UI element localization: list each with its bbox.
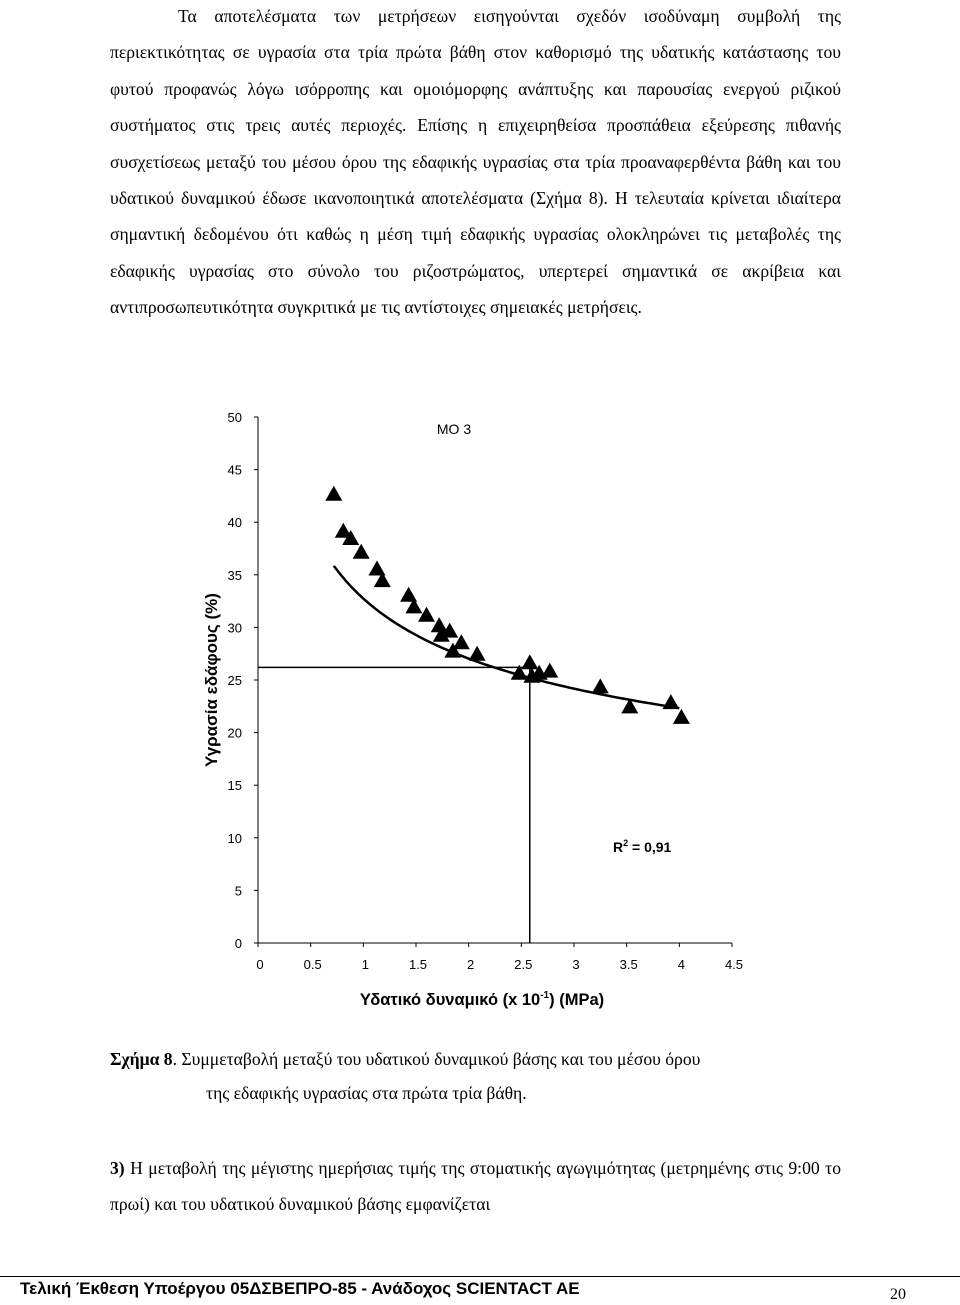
caption-label: Σχήμα 8 xyxy=(110,1049,173,1069)
x-tick-label: 0 xyxy=(256,957,264,972)
caption-line-2: της εδαφικής υγρασίας στα πρώτα τρία βάθη. xyxy=(206,1083,527,1103)
data-point-triangle xyxy=(325,486,342,501)
y-tick-label: 15 xyxy=(227,778,242,794)
x-tick-label: 4 xyxy=(677,957,685,972)
data-point-triangle xyxy=(418,607,435,622)
data-point-triangle xyxy=(353,544,370,559)
x-tick-label: 0.5 xyxy=(303,957,322,972)
section-number: 3) xyxy=(110,1158,125,1178)
caption-line-1: . Συμμεταβολή μεταξύ του υδατικού δυναμικού βάσης και του μέσου όρου xyxy=(172,1049,701,1069)
scatter-chart xyxy=(0,400,960,1020)
y-axis-label: Υγρασία εδάφους (%) xyxy=(202,593,221,767)
data-point-triangle xyxy=(469,646,486,661)
figure-8 xyxy=(0,400,960,1020)
x-tick-label: 3.5 xyxy=(619,957,638,972)
y-tick-label: 25 xyxy=(227,673,242,688)
data-point-triangle xyxy=(662,694,679,709)
x-tick-label: 2.5 xyxy=(514,957,533,972)
x-tick-label: 4.5 xyxy=(724,957,744,972)
data-point-triangle xyxy=(541,663,558,678)
footer-text: Τελική Έκθεση Υποέργου 05ΔΣΒΕΠΡΟ-85 - Ανάδοχος SCIENTACT AE xyxy=(20,1279,580,1298)
x-axis-label: Υδατικό δυναμικό (x $10^{-1}$) (MPa) xyxy=(359,990,605,1009)
trendline xyxy=(334,566,680,708)
y-tick-label: 45 xyxy=(227,462,242,478)
y-tick-label: 30 xyxy=(227,620,242,636)
y-tick-label: 5 xyxy=(234,883,242,899)
body-paragraph xyxy=(110,0,841,326)
paragraph-text: Τα αποτελέσματα των μετρήσεων εισηγούνται σχεδόν ισοδύναμη συμβολή της περιεκτικότητας σε υγρασία στα τρία πρώτα βάθη στον καθορισμό της υδατικής κατάστασης του φυτού προφανώς λόγω ισόρροπης και ομοιόμορφης ανάπτυξης και παρουσίας ενεργού ριζικού συστήματος στις τρεις αυτές περιοχές. Επίσης η επιχειρηθείσα προσπάθεια εξεύρεσης πιθανής συσχετίσεως μεταξύ του μέσου όρου της εδαφικής υγρασίας στα τρία προαναφερθέντα βάθη και του υδατικού δυναμικού έδωσε ικανοποιητικά αποτελέσματα (Σχήμα 8). Η τελευταία κρίνεται ιδιαίτερα σημαντική δεδομένου ότι καθώς η μέση τιμή εδαφικής υγρασίας ολοκληρώνει τις μεταβολές της εδαφικής υγρασίας στο σύνολο του ριζοστρώματος, υπερτερεί σημαντικά σε ακρίβεια και αντιπροσωπευτικότητα συγκριτικά με τις αντίστοιχες σημειακές μετρήσεις. xyxy=(110,6,841,318)
data-point-triangle xyxy=(673,709,690,724)
x-tick-label: 1.5 xyxy=(408,957,428,972)
r-squared-label: $R^2 = 0,91$ xyxy=(613,838,672,855)
data-point-triangle xyxy=(592,678,609,693)
section-paragraph xyxy=(110,1150,841,1223)
footer-rule xyxy=(0,1276,960,1277)
y-tick-label: 20 xyxy=(227,725,242,741)
y-tick-label: 50 xyxy=(227,410,242,425)
y-tick-label: 0 xyxy=(234,936,242,951)
x-tick-label: 1 xyxy=(361,957,369,972)
y-tick-label: 35 xyxy=(227,567,242,583)
page-number: 20 xyxy=(890,1286,906,1303)
x-tick-label: 3 xyxy=(572,957,580,972)
y-tick-label: 10 xyxy=(227,830,242,846)
section-text: Η μεταβολή της μέγιστης ημερήσιας τιμής της στοματικής αγωγιμότητας (μετρημένης στις 9:00 το πρωί) και του υδατικού δυναμικού βάσης εμφανίζεται xyxy=(110,1158,841,1215)
y-tick-label: 40 xyxy=(227,515,242,531)
chart-title: ΜΟ 3 xyxy=(436,421,472,437)
data-point-triangle xyxy=(521,654,538,669)
x-tick-label: 2 xyxy=(467,957,475,972)
page-footer xyxy=(0,1276,960,1305)
figure-caption xyxy=(110,1042,841,1110)
